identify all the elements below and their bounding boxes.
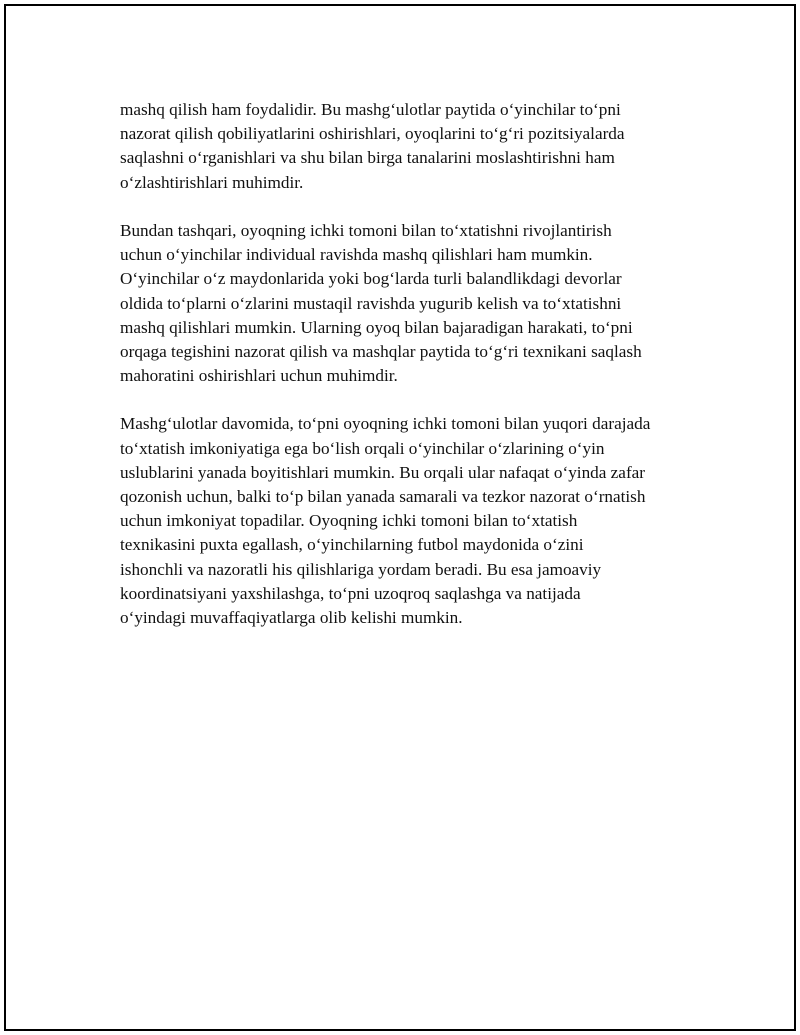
paragraph-1 xyxy=(120,98,710,195)
paragraph-2 xyxy=(120,219,710,388)
text-line: uslublarini yanada boyitishlari mumkin. Bu orqali ular nafaqat o‘yinda zafar xyxy=(120,462,646,482)
text-line: nazorat qilish qobiliyatlarini oshirishlari, oyoqlarini to‘g‘ri pozitsiyalarda xyxy=(120,124,625,144)
text-line: Bundan tashqari, oyoqning ichki tomoni bilan to‘xtatishni rivojlantirish xyxy=(120,220,612,240)
paragraph-3 xyxy=(120,412,710,630)
text-line: oldida to‘plarni o‘zlarini mustaqil ravishda yugurib kelish va to‘xtatishni xyxy=(120,293,622,313)
text-line: mashq qilish ham foydalidir. Bu mashg‘ulotlar paytida o‘yinchilar to‘pni xyxy=(120,100,621,119)
text-line: O‘yinchilar o‘z maydonlarida yoki bog‘larda turli balandlikdagi devorlar xyxy=(120,269,622,289)
text-line: qozonish uchun, balki to‘p bilan yanada samarali va tezkor nazorat o‘rnatish xyxy=(120,487,646,506)
text-line: uchun imkoniyat topadilar. Oyoqning ichki tomoni bilan to‘xtatish xyxy=(120,511,578,531)
text-line: koordinatsiyani yaxshilashga, to‘pni uzoqroq saqlashga va natijada xyxy=(120,583,581,603)
text-line: mashq qilishlari mumkin. Ularning oyoq bilan bajaradigan harakati, to‘pni xyxy=(120,317,633,337)
text-line: mahoratini oshirishlari uchun muhimdir. xyxy=(120,366,398,386)
text-line: uchun o‘yinchilar individual ravishda mashq qilishlari ham mumkin. xyxy=(120,245,593,265)
text-line: o‘yindagi muvaffaqiyatlarga olib kelishi mumkin. xyxy=(120,607,463,627)
text-line: to‘xtatish imkoniyatiga ega bo‘lish orqali o‘yinchilar o‘zlarining o‘yin xyxy=(120,438,605,458)
text-line: texnikasini puxta egallash, o‘yinchilarning futbol maydonida o‘zini xyxy=(120,535,584,555)
document-page xyxy=(4,4,796,1031)
text-line: Mashg‘ulotlar davomida, to‘pni oyoqning ichki tomoni bilan yuqori darajada xyxy=(120,414,651,434)
text-line: orqaga tegishini nazorat qilish va mashqlar paytida to‘g‘ri texnikani saqlash xyxy=(120,341,642,361)
text-line: saqlashni o‘rganishlari va shu bilan birga tanalarini moslashtirishni ham xyxy=(120,148,615,168)
text-line: o‘zlashtirishlari muhimdir. xyxy=(120,172,304,192)
text-line: ishonchli va nazoratli his qilishlariga yordam beradi. Bu esa jamoaviy xyxy=(120,559,602,579)
document-body xyxy=(120,98,710,654)
